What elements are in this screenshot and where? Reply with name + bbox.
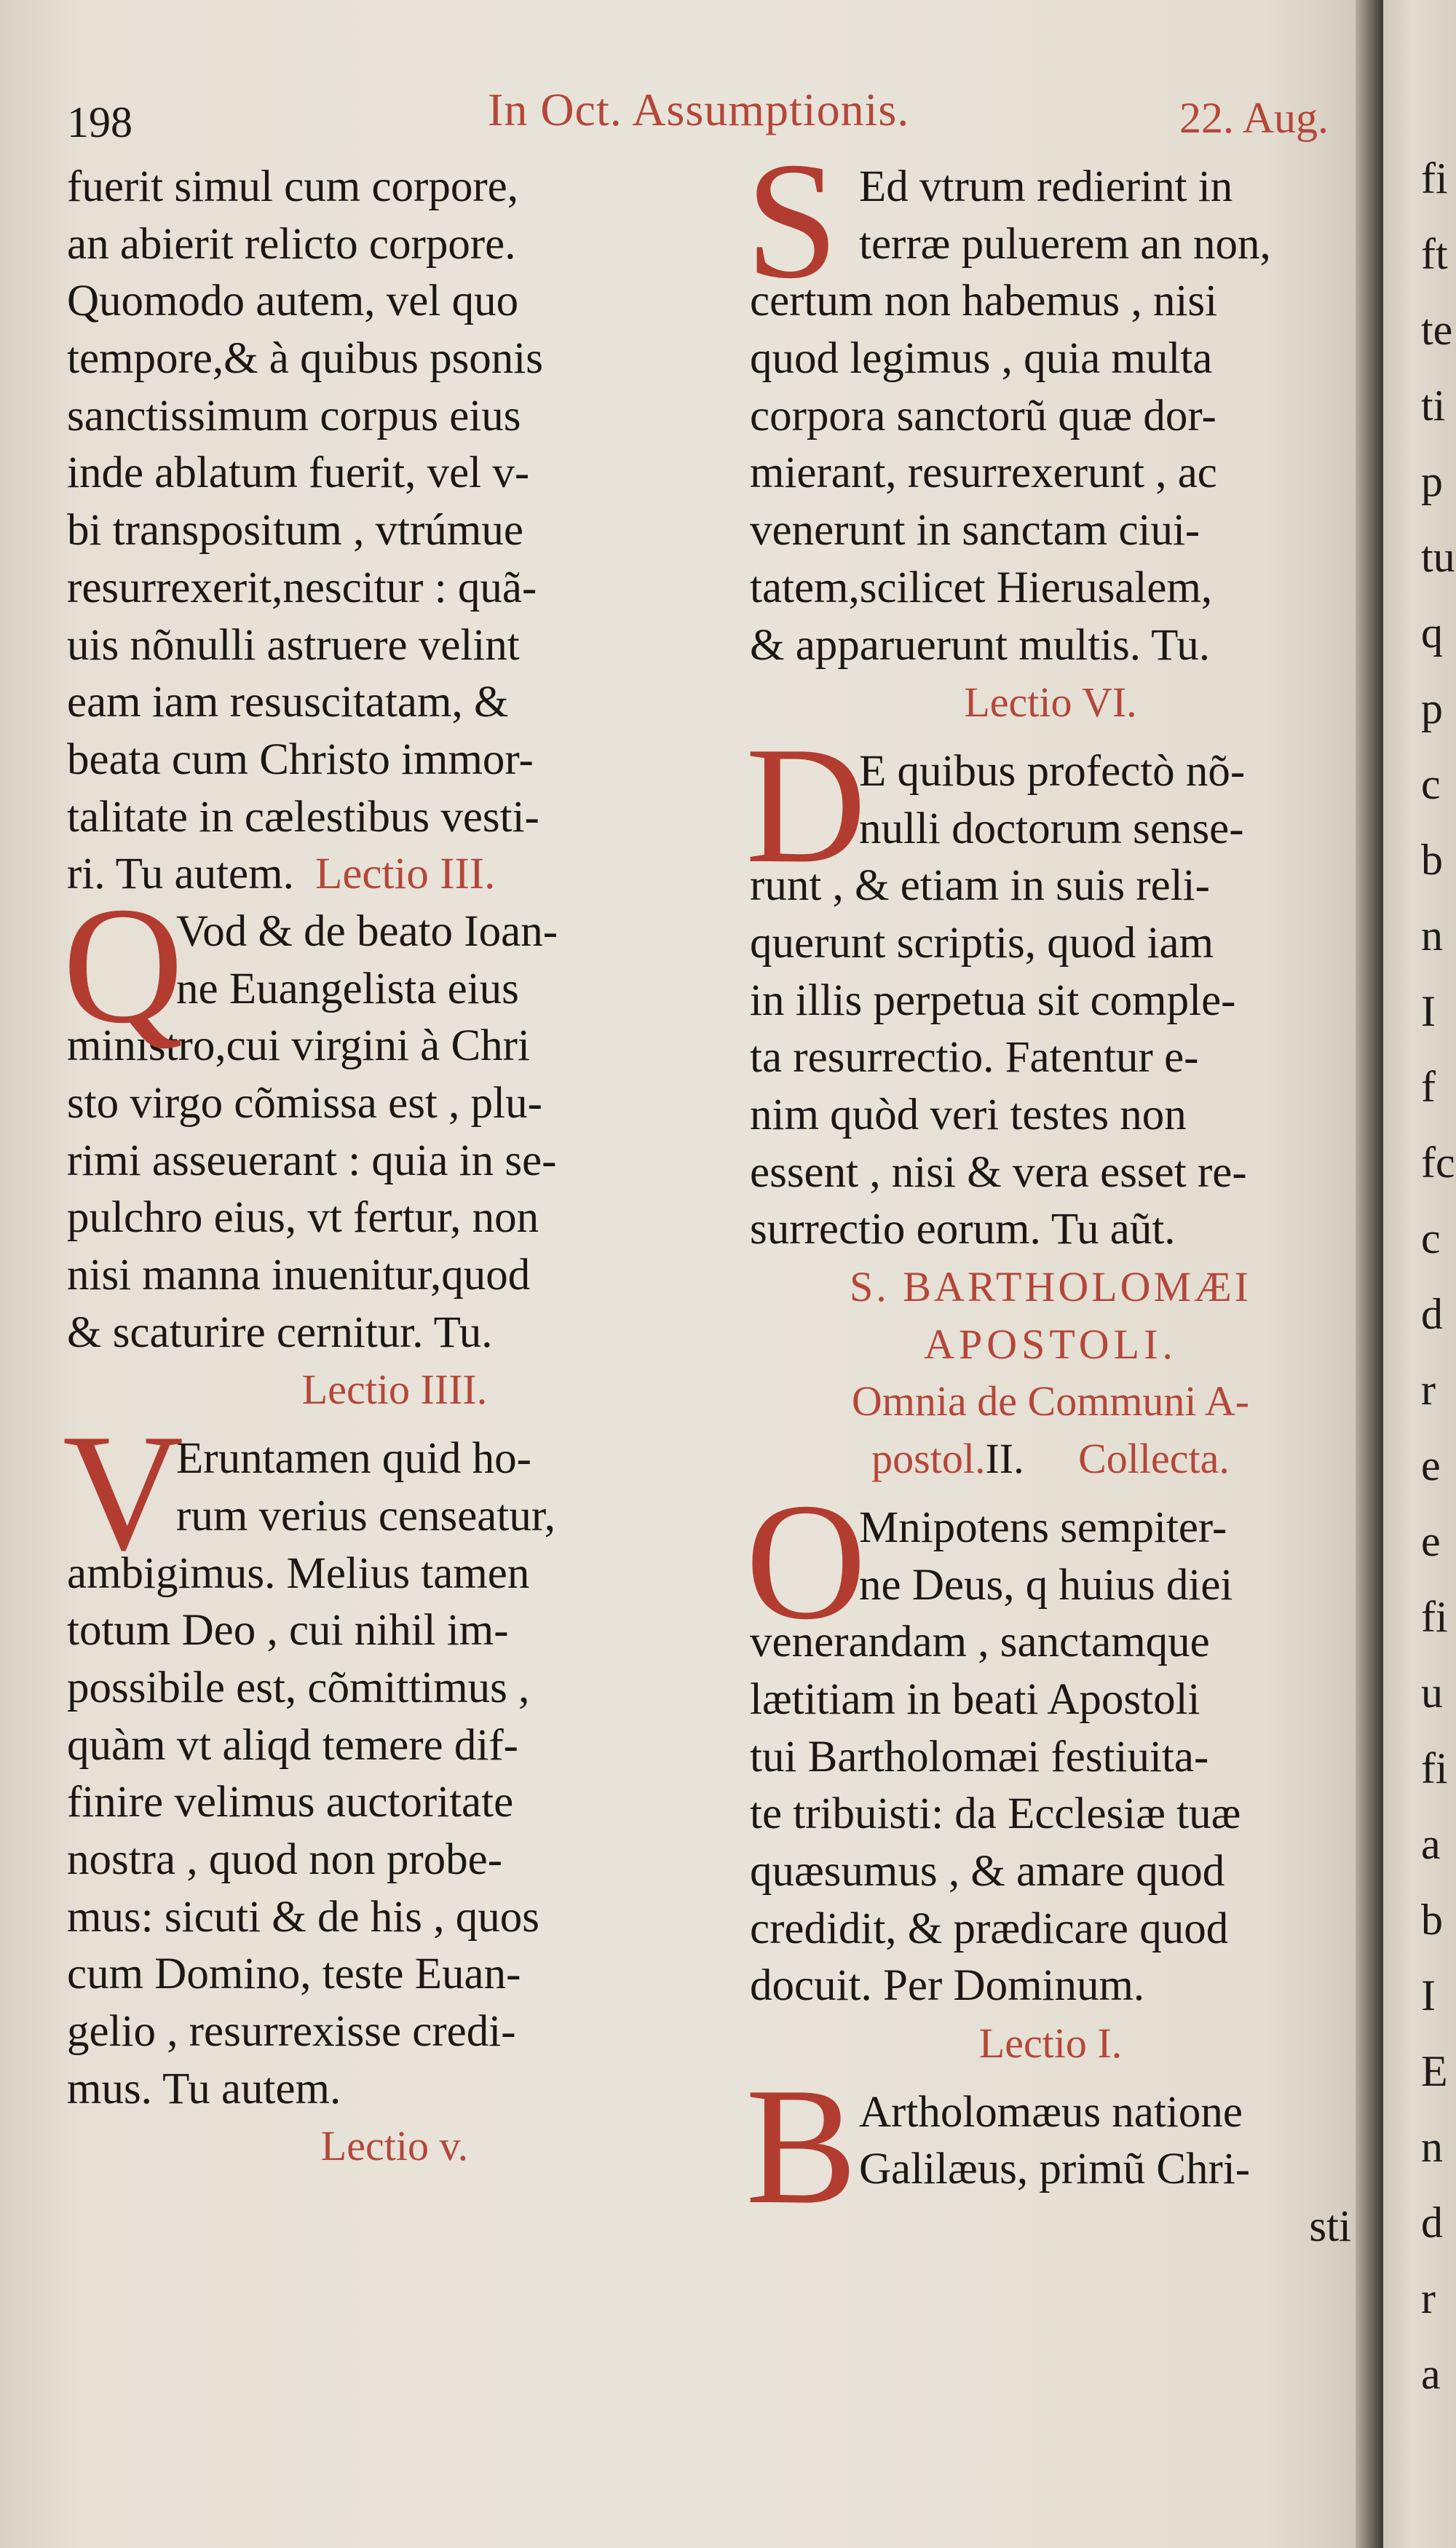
text-line: & scaturire cernitur. Tu. (67, 1307, 493, 1357)
text-line: sanctissimum corpus eius (67, 391, 521, 440)
text-line: gelio , resurrexisse credi- (67, 2007, 516, 2056)
facing-page-fragment: r (1421, 1366, 1436, 1414)
text-line: Ed vtrum redierint in (859, 162, 1233, 211)
facing-page-fragment: ft (1421, 230, 1448, 278)
text-line: mus. Tu autem. (67, 2064, 341, 2113)
text-line: quæsumus , & amare quod (750, 1846, 1225, 1896)
paragraph-s-first-lines (750, 159, 1351, 273)
text-line: rimi asseuerant : quia in se- (67, 1136, 557, 1185)
left-column (63, 159, 722, 2175)
text-line: fuerit simul cum corpore, (67, 162, 518, 211)
text-line: terræ puluerem an non, (859, 219, 1271, 269)
initial-d: D (745, 711, 867, 898)
facing-page-fragment: q (1421, 609, 1443, 657)
text-line: corpora sanctorũ quæ dor- (750, 391, 1216, 440)
text-line: Artholomæus natione (859, 2087, 1243, 2137)
left-opening-text (67, 159, 722, 846)
text-line: certum non habemus , nisi (750, 277, 1218, 326)
text-line: tui Bartholomæi festiuita- (750, 1732, 1209, 1781)
facing-page-fragment: te (1421, 306, 1453, 354)
text-line: nisi manna inuenitur,quod (67, 1251, 531, 1300)
paragraph-v-lines (67, 1546, 722, 2118)
text-line: nim quòd veri testes non (750, 1091, 1187, 1139)
text-line: quàm vt aliqd temere dif- (67, 1720, 518, 1770)
right-column (745, 127, 1351, 2256)
facing-page-fragment: c (1421, 1214, 1441, 1262)
text-line: lætitiam in beati Apostoli (750, 1674, 1200, 1724)
text-line: eam iam resuscitatam, & (67, 678, 509, 727)
text-line: an abierit relicto corpore. (67, 219, 516, 269)
text-line: Quomodo autem, vel quo (67, 277, 519, 326)
facing-page-fragment: n (1421, 2123, 1443, 2171)
text-line: nulli doctorum sense- (859, 804, 1244, 853)
running-head (0, 77, 1369, 146)
initial-q: Q (63, 871, 184, 1058)
facing-page-fragment: tu (1421, 533, 1455, 581)
text-line: & apparuerunt multis. Tu. (750, 620, 1211, 670)
text-line: beata cum Christo immor- (67, 735, 534, 784)
text-line: venerandam , sanctamque (750, 1618, 1210, 1667)
text-line: ambigimus. Melius tamen (67, 1548, 530, 1598)
text-line: Eruntamen quid ho- (176, 1434, 531, 1484)
text-line: talitate in cælestibus vesti- (67, 792, 539, 842)
text-line: totum Deo , cui nihil im- (67, 1606, 509, 1655)
running-title: In Oct. Assumptionis. (488, 84, 910, 135)
facing-page-fragment: n (1421, 911, 1443, 960)
paragraph-s-lines (750, 273, 1351, 674)
text-line: ne Deus, q huius diei (859, 1560, 1233, 1610)
facing-page-fragment: fi (1421, 1593, 1448, 1641)
rubric-omnia: Omnia de Communi A- (851, 1377, 1250, 1425)
facing-page-fragment: d (1421, 1290, 1443, 1338)
lectio-6-heading: Lectio VI. (964, 678, 1137, 727)
facing-page-edge (1383, 0, 1456, 2548)
initial-o: O (745, 1468, 867, 1654)
text-line: credidit, & prædicare quod (750, 1904, 1229, 1953)
facing-page-fragment: a (1421, 2350, 1441, 2398)
text-line: rum verius censeatur, (176, 1491, 555, 1540)
rubric-collecta: Collecta. (1078, 1435, 1230, 1483)
facing-page-fragment: I (1421, 1971, 1436, 2019)
text-line: tempore,& à quibus psonis (67, 334, 543, 384)
paragraph-d (745, 711, 1351, 1259)
lectio-1-heading: Lectio I. (978, 2019, 1123, 2067)
text-line: surrectio eorum. Tu aũt. (750, 1205, 1176, 1254)
paragraph-o-lines (750, 1614, 1351, 2015)
rubric-ii: II. (985, 1435, 1024, 1483)
text-line: ta resurrectio. Fatentur e- (750, 1033, 1199, 1083)
facing-page-fragment: e (1421, 1517, 1441, 1565)
text-line: mus: sicuti & de his , quos (67, 1892, 539, 1942)
text-line: ne Euangelista eius (176, 964, 519, 1013)
text-line: inde ablatum fuerit, vel v- (67, 448, 530, 498)
facing-page-fragment: b (1421, 1896, 1443, 1944)
paragraph-v (63, 1399, 722, 2118)
initial-s: S (745, 127, 839, 313)
facing-page-fragment: E (1421, 2047, 1448, 2095)
facing-page-fragment: b (1421, 836, 1443, 884)
text-line: Vod & de beato Ioan- (176, 906, 558, 956)
facing-page-fragment: e (1421, 1441, 1441, 1489)
text-line: in illis perpetua sit comple- (750, 976, 1236, 1025)
text-line: ministro,cui virgini à Chri (67, 1021, 530, 1071)
text-line: venerunt in sanctam ciui- (750, 506, 1200, 555)
paragraph-o (745, 1468, 1351, 2015)
text-line: quod legimus , quia multa (750, 334, 1213, 384)
text-line: bi transpositum , vtrúmue (67, 506, 523, 555)
text-line: cum Domino, teste Euan- (67, 1950, 521, 1999)
text-line: pulchro eius, vt fertur, non (67, 1193, 539, 1243)
facing-page-fragment: f (1421, 1063, 1436, 1111)
facing-page-fragment: I (1421, 987, 1436, 1035)
text-line: te tribuisti: da Ecclesiæ tuæ (750, 1789, 1241, 1839)
paragraph-q-lines (67, 1018, 722, 1361)
text-line: mierant, resurrexerunt , ac (750, 448, 1217, 498)
page-number: 198 (67, 98, 132, 146)
text-line: Galilæus, primũ Chri- (859, 2145, 1251, 2194)
book-gutter (1356, 0, 1383, 2548)
text-line: E quibus profectò nõ- (859, 746, 1246, 796)
text-line: essent , nisi & vera esset re- (750, 1147, 1247, 1197)
facing-page-fragment: u (1421, 1669, 1443, 1717)
feast-heading-line-2: APOSTOLI. (924, 1320, 1177, 1368)
facing-page-fragment: p (1421, 457, 1443, 505)
closing-text: ri. Tu autem. (67, 850, 294, 899)
text-line: querunt scriptis, quod iam (750, 918, 1214, 968)
paragraph-d-lines (750, 858, 1351, 1259)
facing-page-fragment: p (1421, 684, 1443, 732)
facing-page-fragment: fi (1421, 154, 1448, 202)
text-line: Mnipotens sempiter- (859, 1503, 1227, 1552)
text-line: uis nõnulli astruere velint (67, 620, 520, 670)
facing-page-fragment: ti (1421, 381, 1446, 430)
lectio-3-heading: Lectio III. (315, 850, 496, 899)
text-line: runt , & etiam in suis reli- (750, 861, 1210, 911)
facing-page-fragment: fc (1421, 1139, 1455, 1187)
text-line: nostra , quod non probe- (67, 1835, 503, 1884)
facing-page-fragment: r (1421, 2274, 1436, 2322)
text-line: docuit. Per Dominum. (750, 1961, 1145, 2011)
facing-page-fragment: a (1421, 1820, 1441, 1868)
running-date: 22. Aug. (1179, 94, 1329, 142)
catchword: sti (1309, 2202, 1351, 2252)
rubric-postol: postol. (871, 1435, 986, 1483)
text-line: finire velimus auctoritate (67, 1778, 514, 1827)
text-line: tatem,scilicet Hierusalem, (750, 563, 1213, 612)
lectio-4-heading: Lectio IIII. (301, 1366, 488, 1414)
paragraph-s (745, 127, 1351, 674)
facing-page-fragment: c (1421, 760, 1441, 808)
facing-page-fragment: d (1421, 2199, 1443, 2247)
text-line: resurrexerit,nescitur : quã- (67, 563, 537, 612)
initial-b: B (745, 2052, 858, 2239)
text-line: sto virgo cõmissa est , plu- (67, 1079, 542, 1128)
initial-v: V (63, 1399, 184, 1586)
feast-heading-line-1: S. BARTHOLOMÆI (849, 1263, 1251, 1311)
lectio-5-heading: Lectio v. (320, 2122, 469, 2170)
text-line: possibile est, cõmittimus , (67, 1663, 530, 1712)
facing-page-fragment: fi (1421, 1744, 1448, 1792)
